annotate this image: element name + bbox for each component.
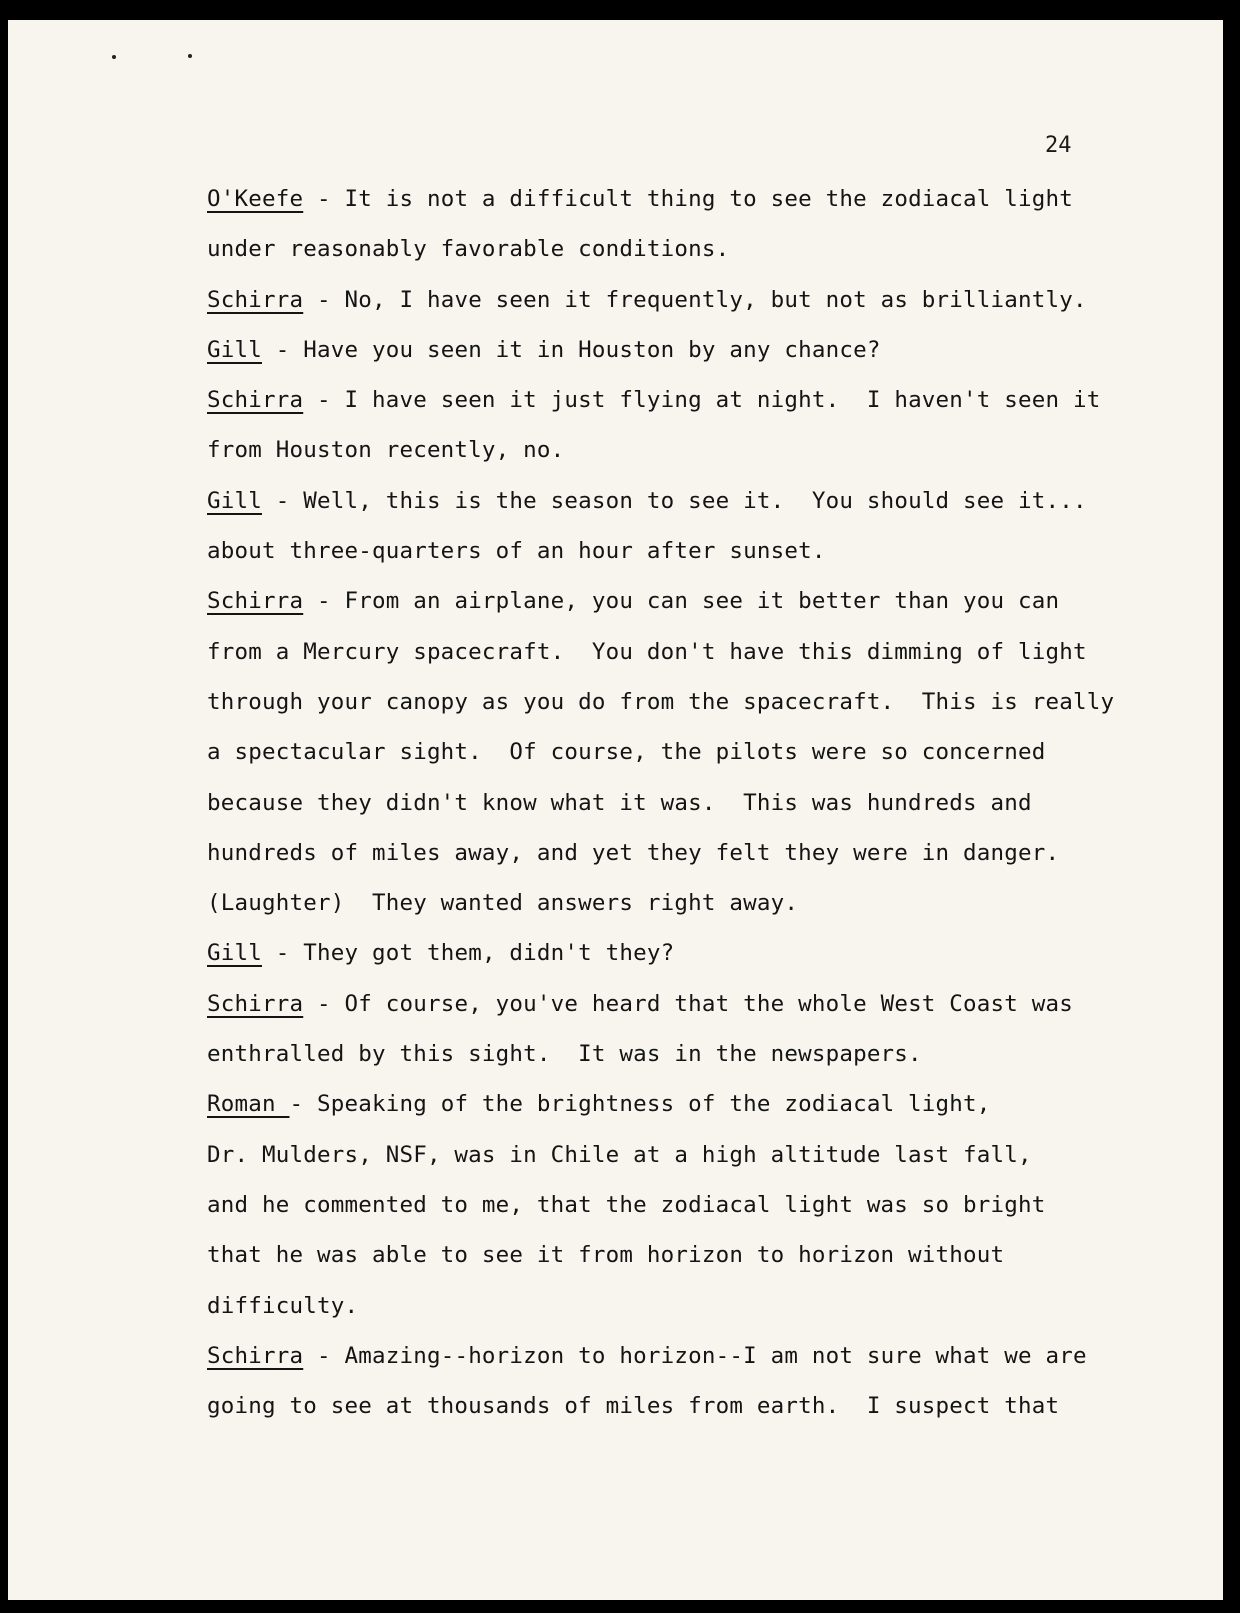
transcript-line — [207, 677, 1217, 727]
line-text: going to see at thousands of miles from earth. I suspect that — [207, 1393, 1060, 1420]
transcript-line — [207, 727, 1217, 777]
line-text: Dr. Mulders, NSF, was in Chile at a high altitude last fall, — [207, 1141, 1032, 1168]
transcript-line — [207, 1079, 1217, 1129]
line-text: - Of course, you've heard that the whole West Coast was — [303, 990, 1074, 1017]
line-text: - Amazing--horizon to horizon--I am not sure what we are — [303, 1342, 1087, 1369]
line-text: hundreds of miles away, and yet they felt they were in danger. — [207, 839, 1060, 866]
line-text: because they didn't know what it was. This was hundreds and — [207, 789, 1032, 816]
line-text: - They got them, didn't they? — [262, 940, 675, 967]
line-text: from Houston recently, no. — [207, 437, 565, 464]
speaker-name: Schirra — [207, 286, 304, 313]
transcript-line — [207, 325, 1217, 375]
margin-dot — [112, 55, 116, 59]
line-text: a spectacular sight. Of course, the pilots were so concerned — [207, 739, 1046, 766]
transcript-body — [207, 174, 1217, 1431]
speaker-name: O'Keefe — [207, 186, 304, 212]
line-text: - No, I have seen it frequently, but not as brilliantly. — [303, 286, 1087, 313]
transcript-line — [207, 1331, 1217, 1381]
speaker-name: Roman — [207, 1091, 290, 1118]
line-text: - I have seen it just flying at night. I haven't seen it — [303, 387, 1101, 414]
line-text: and he commented to me, that the zodiacal light was so bright — [207, 1191, 1046, 1218]
transcript-line — [207, 224, 1217, 274]
transcript-line — [207, 1230, 1217, 1280]
transcript-line — [207, 979, 1217, 1029]
transcript-line — [207, 425, 1217, 475]
transcript-line — [207, 778, 1217, 828]
transcript-line — [207, 878, 1217, 928]
page-number: 24 — [1045, 133, 1072, 158]
line-text: - Have you seen it in Houston by any chance? — [262, 336, 881, 363]
line-text: enthralled by this sight. It was in the newspapers. — [207, 1041, 922, 1068]
line-text: about three-quarters of an hour after sunset. — [207, 538, 826, 565]
line-text: - Speaking of the brightness of the zodiacal light, — [289, 1091, 991, 1118]
transcript-line — [207, 1180, 1217, 1230]
transcript-line — [207, 1381, 1217, 1431]
speaker-name: Schirra — [207, 1342, 304, 1369]
transcript-line — [207, 174, 1217, 224]
transcript-line — [207, 1130, 1217, 1180]
line-text: - Well, this is the season to see it. You should see it... — [262, 487, 1087, 514]
transcript-line — [207, 375, 1217, 425]
transcript-line — [207, 526, 1217, 576]
line-text: difficulty. — [207, 1292, 359, 1319]
transcript-line — [207, 1029, 1217, 1079]
transcript-line — [207, 627, 1217, 677]
line-text: - It is not a difficult thing to see the zodiacal light — [303, 186, 1074, 212]
transcript-line — [207, 828, 1217, 878]
line-text: from a Mercury spacecraft. You don't have this dimming of light — [207, 638, 1087, 665]
line-text: (Laughter) They wanted answers right away. — [207, 890, 799, 917]
speaker-name: Gill — [207, 336, 262, 363]
transcript-line — [207, 476, 1217, 526]
transcript-line — [207, 928, 1217, 978]
speaker-name: Schirra — [207, 387, 304, 414]
speaker-name: Schirra — [207, 990, 304, 1017]
line-text: under reasonably favorable conditions. — [207, 236, 730, 263]
line-text: through your canopy as you do from the spacecraft. This is really — [207, 688, 1115, 715]
transcript-line — [207, 576, 1217, 626]
speaker-name: Schirra — [207, 588, 304, 615]
line-text: - From an airplane, you can see it better than you can — [303, 588, 1060, 615]
line-text: that he was able to see it from horizon to horizon without — [207, 1242, 1005, 1269]
speaker-name: Gill — [207, 940, 262, 967]
margin-dot — [188, 54, 192, 58]
transcript-line — [207, 1281, 1217, 1331]
transcript-line — [207, 275, 1217, 325]
speaker-name: Gill — [207, 487, 262, 514]
